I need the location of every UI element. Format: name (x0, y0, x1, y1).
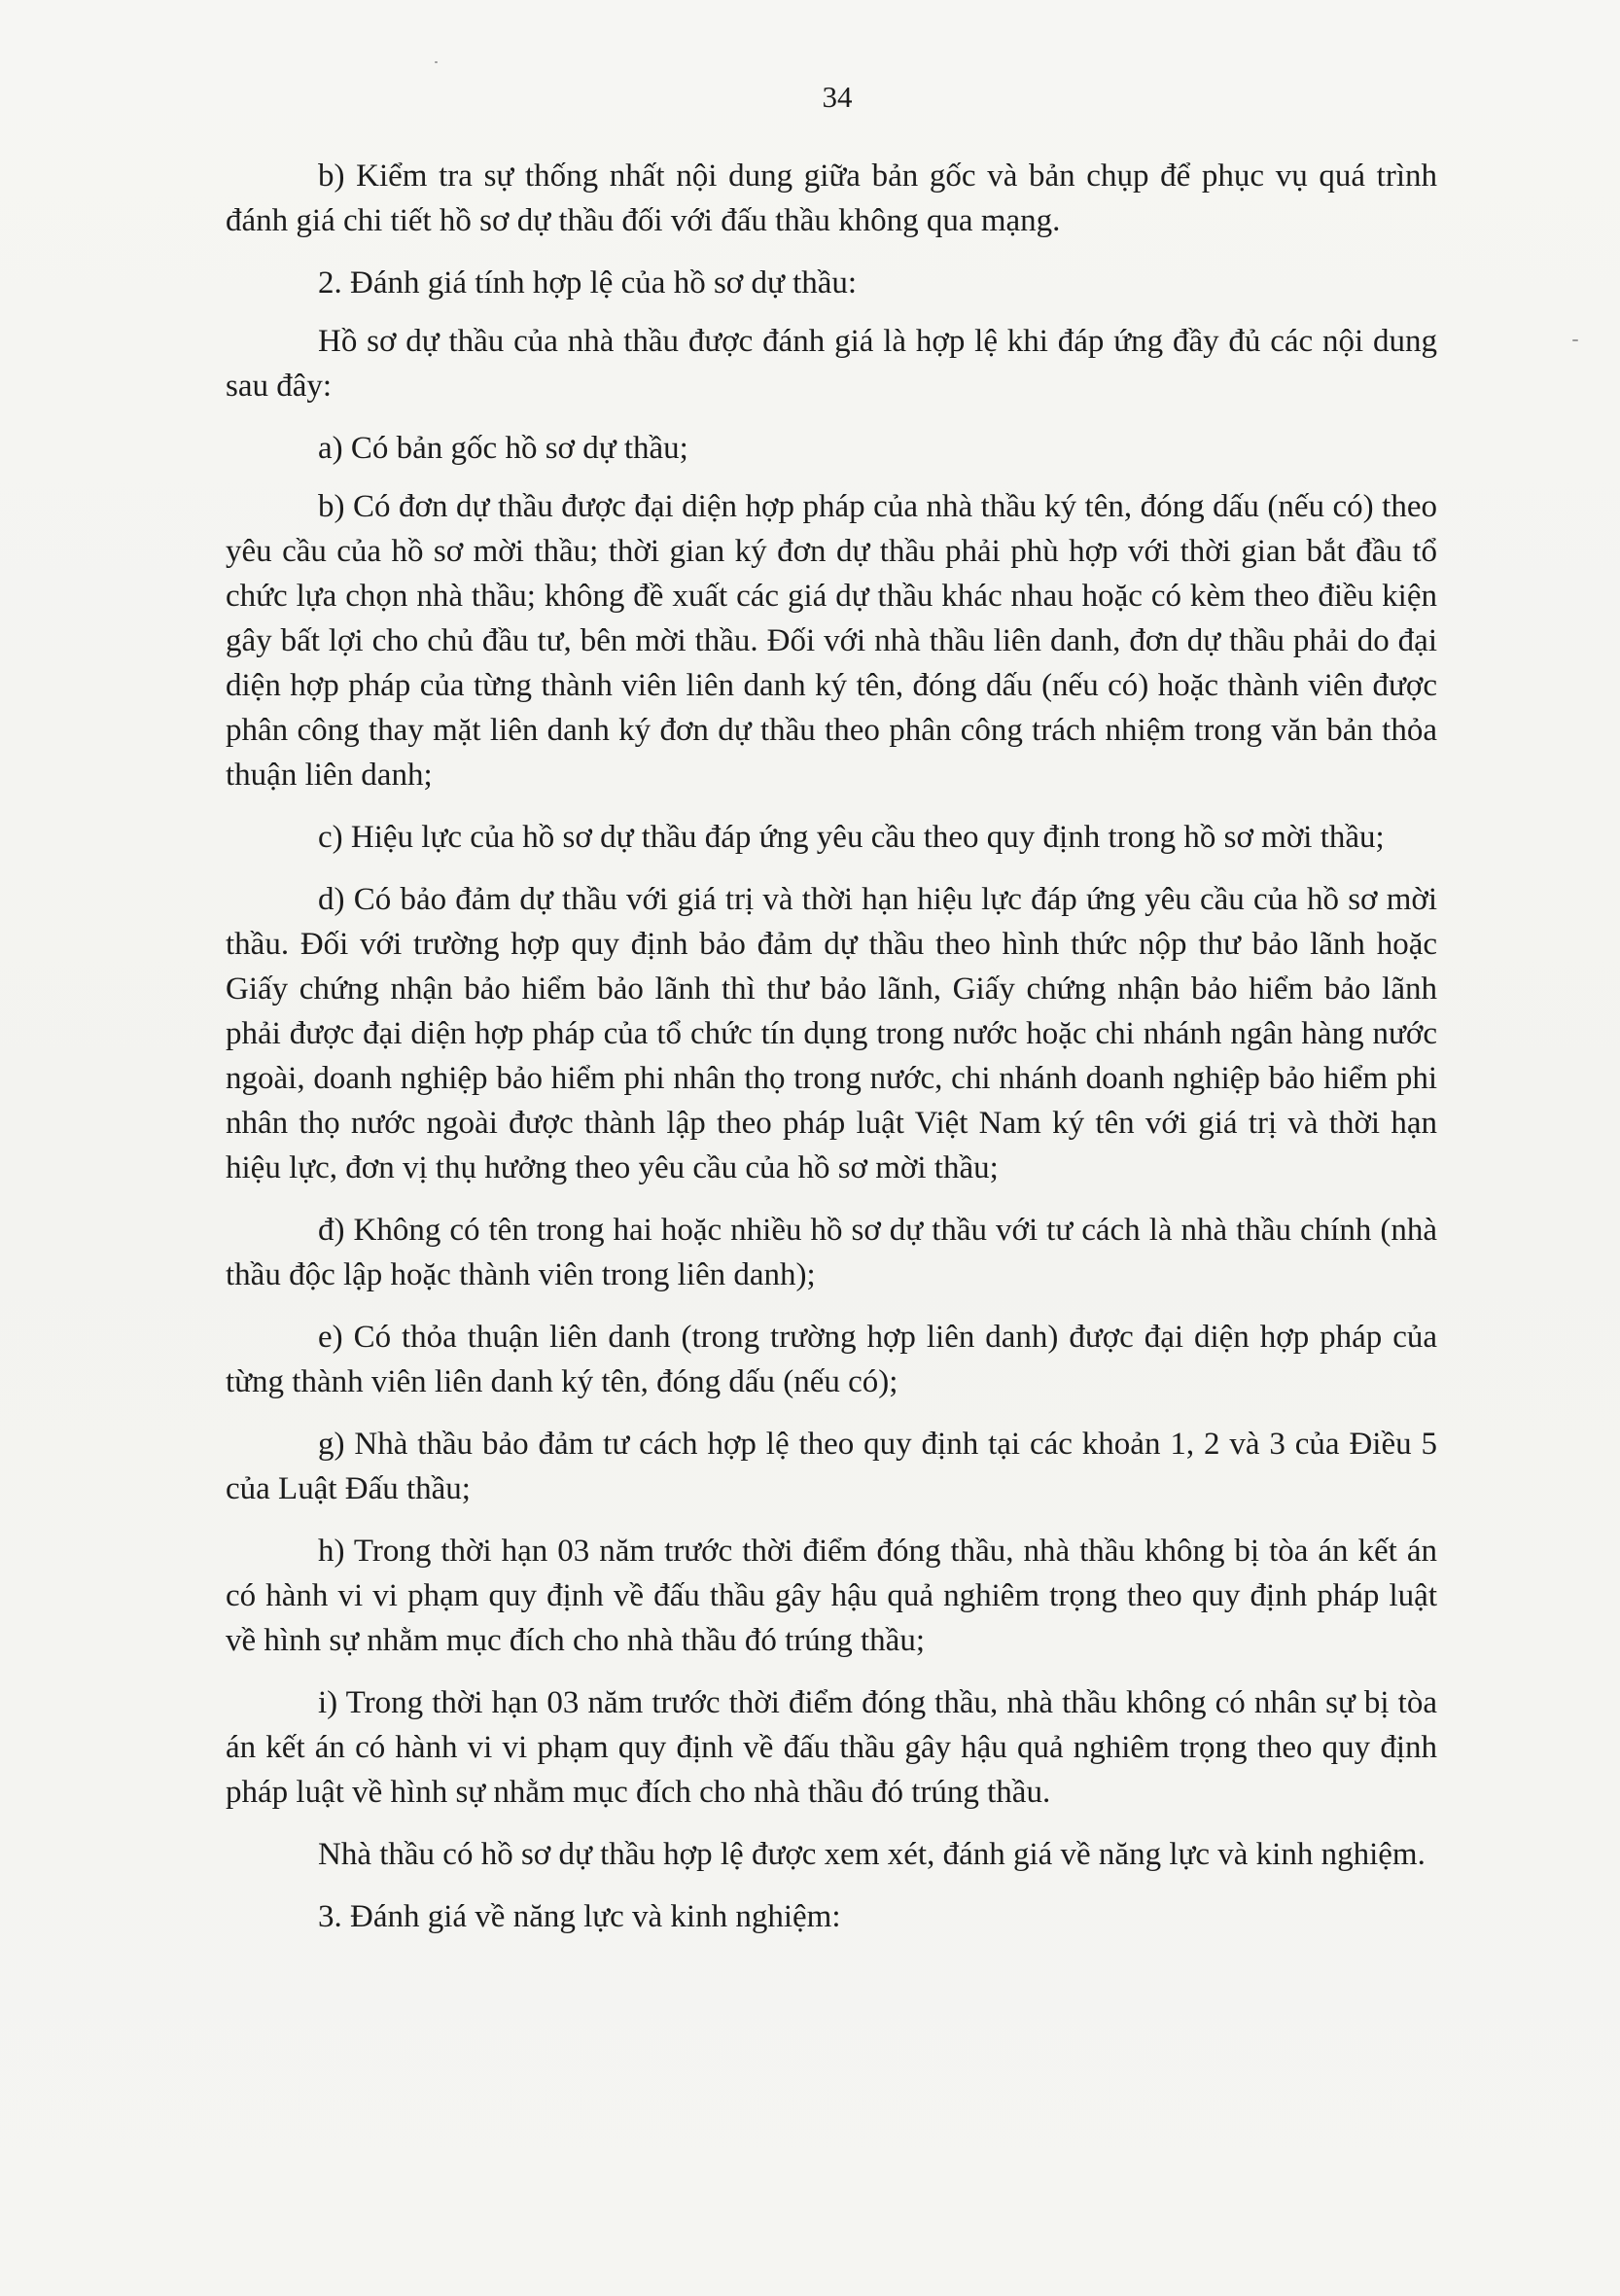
paragraph-d-bid-security: d) Có bảo đảm dự thầu với giá trị và thời hạn hiệu lực đáp ứng yêu cầu của hồ sơ mời thầu. Đối với trường hợp quy định bảo đảm dự thầu theo hình thức nộp thư bảo lãnh hoặc Giấy chứng nhận bảo hiểm bảo lãnh thì thư bảo lãnh, Giấy chứng nhận bảo hiểm bảo lãnh phải được đại diện hợp pháp của tổ chức tín dụng trong nước hoặc chi nhánh ngân hàng nước ngoài, doanh nghiệp bảo hiểm phi nhân thọ trong nước, chi nhánh doanh nghiệp bảo hiểm phi nhân thọ nước ngoài được thành lập theo pháp luật Việt Nam ký tên với giá trị và thời hạn hiệu lực, đơn vị thụ hưởng theo yêu cầu của hồ sơ mời thầu; (226, 882, 1437, 1185)
paragraph-c-validity-period: c) Hiệu lực của hồ sơ dự thầu đáp ứng yêu cầu theo quy định trong hồ sơ mời thầu; (318, 820, 1385, 855)
paragraph-validity-intro: Hồ sơ dự thầu của nhà thầu được đánh giá là hợp lệ khi đáp ứng đầy đủ các nội dung sau đây: (226, 324, 1437, 404)
paragraph-i-personnel-conviction: i) Trong thời hạn 03 năm trước thời điểm đóng thầu, nhà thầu không có nhân sự bị tòa án kết án có hành vi vi phạm quy định về đấu thầu gây hậu quả nghiêm trọng theo quy định pháp luật về hình sự nhằm mục đích cho nhà thầu đó trúng thầu. (226, 1685, 1437, 1810)
document-body (226, 154, 1437, 1957)
paragraph-e-joint-venture: e) Có thỏa thuận liên danh (trong trường hợp liên danh) được đại diện hợp pháp của từng thành viên liên danh ký tên, đóng dấu (nếu có); (226, 1320, 1437, 1399)
page-number: 34 (822, 80, 853, 114)
section-heading-capacity: 3. Đánh giá về năng lực và kinh nghiệm: (318, 1899, 841, 1934)
paragraph-g-eligibility: g) Nhà thầu bảo đảm tư cách hợp lệ theo quy định tại các khoản 1, 2 và 3 của Điều 5 của Luật Đấu thầu; (226, 1427, 1437, 1506)
paragraph-dd-single-name: đ) Không có tên trong hai hoặc nhiều hồ sơ dự thầu với tư cách là nhà thầu chính (nhà thầu độc lập hoặc thành viên trong liên danh); (226, 1213, 1437, 1292)
paragraph-h-no-conviction: h) Trong thời hạn 03 năm trước thời điểm đóng thầu, nhà thầu không bị tòa án kết án có hành vi vi phạm quy định về đấu thầu gây hậu quả nghiêm trọng theo quy định pháp luật về hình sự nhằm mục đích cho nhà thầu đó trúng thầu; (226, 1534, 1437, 1658)
paragraph-a-original: a) Có bản gốc hồ sơ dự thầu; (318, 431, 688, 466)
scan-speck (435, 61, 438, 63)
paragraph-valid-bid-conclusion: Nhà thầu có hồ sơ dự thầu hợp lệ được xem xét, đánh giá về năng lực và kinh nghiệm. (318, 1837, 1426, 1872)
paragraph-b-compare-copies: b) Kiểm tra sự thống nhất nội dung giữa bản gốc và bản chụp để phục vụ quá trình đánh giá chi tiết hồ sơ dự thầu đối với đấu thầu không qua mạng. (226, 159, 1437, 238)
paragraph-b-bid-form: b) Có đơn dự thầu được đại diện hợp pháp của nhà thầu ký tên, đóng dấu (nếu có) theo yêu cầu của hồ sơ mời thầu; thời gian ký đơn dự thầu phải phù hợp với thời gian bắt đầu tổ chức lựa chọn nhà thầu; không đề xuất các giá dự thầu khác nhau hoặc có kèm theo điều kiện gây bất lợi cho chủ đầu tư, bên mời thầu. Đối với nhà thầu liên danh, đơn dự thầu phải do đại diện hợp pháp của từng thành viên liên danh ký tên, đóng dấu (nếu có) hoặc thành viên được phân công thay mặt liên danh ký đơn dự thầu theo phân công trách nhiệm trong văn bản thỏa thuận liên danh; (226, 489, 1437, 793)
section-heading-validity: 2. Đánh giá tính hợp lệ của hồ sơ dự thầu: (318, 265, 858, 300)
scan-speck (1572, 339, 1578, 341)
